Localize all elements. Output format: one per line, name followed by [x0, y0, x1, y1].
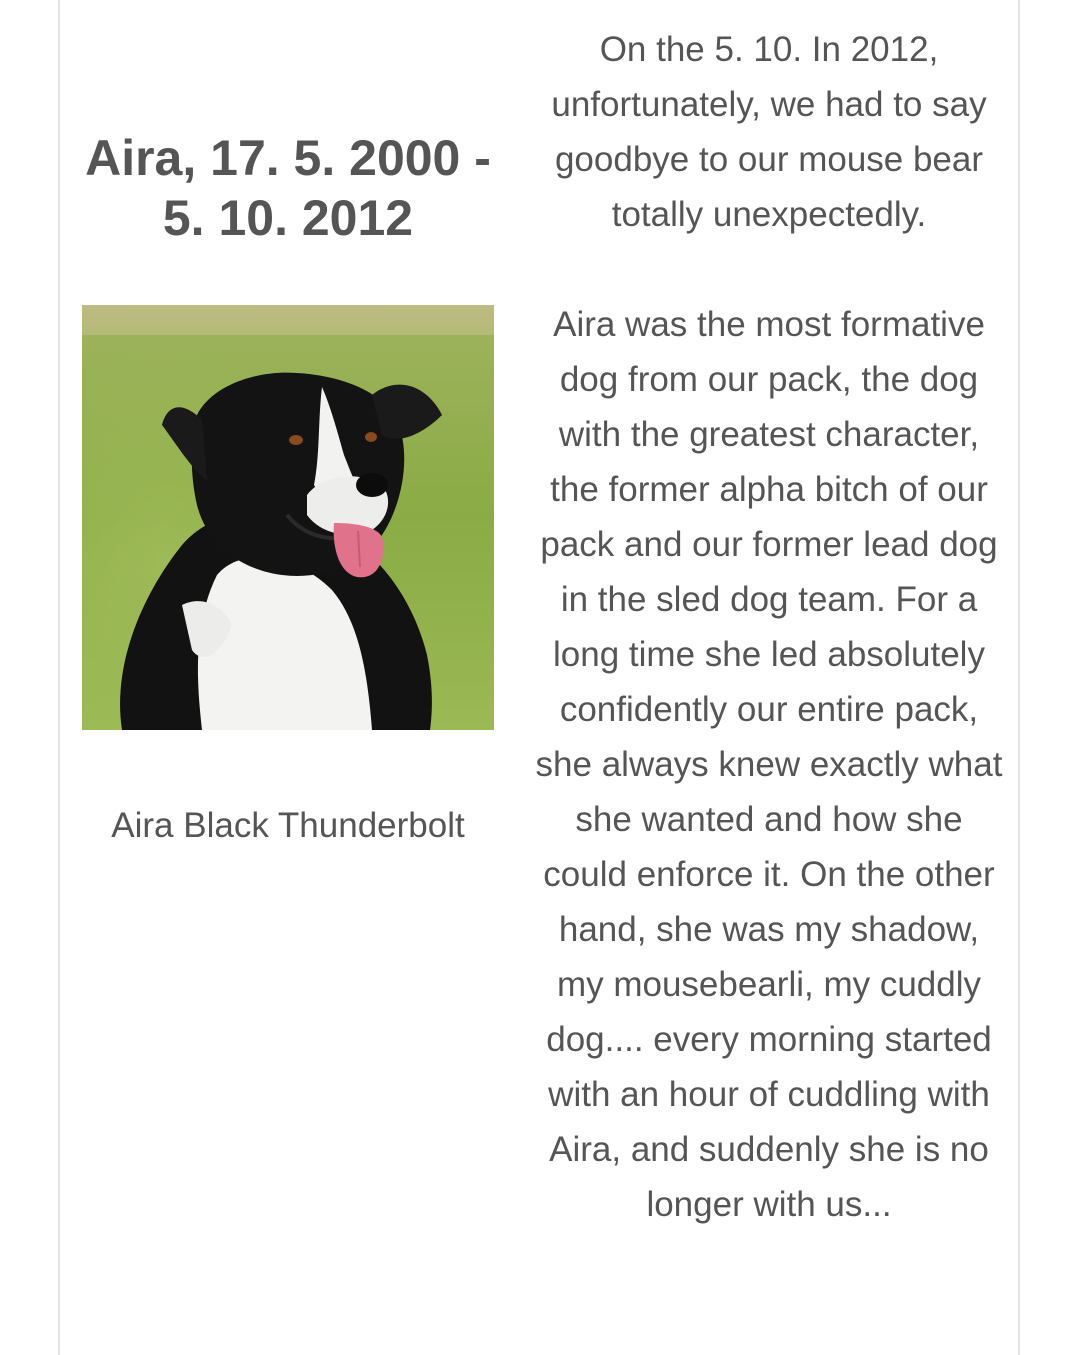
intro-paragraph: On the 5. 10. In 2012, unfortunately, we had to say goodbye to our mouse bear totally unexpectedly.: [551, 30, 987, 234]
memorial-title: Aira, 17. 5. 2000 - 5. 10. 2012: [85, 130, 491, 246]
dog-nose: [356, 473, 388, 497]
dog-eye-left: [289, 435, 303, 445]
dog-eye-right: [365, 432, 377, 442]
memorial-text-column: [532, 22, 1006, 1232]
dog-photo: [82, 305, 494, 730]
photo-caption: Aira Black Thunderbolt: [111, 806, 465, 845]
body-paragraph: Aira was the most formative dog from our pack, the dog with the greatest character, the former alpha bitch of our pack and our former lead dog in the sled dog team. For a long time she led absolutely confidently our entire pack, she always knew exactly what she wanted and how she could enforce it. On the other hand, she was my shadow, my mousebearli, my cuddly dog.... every morning started with an hour of cuddling with Aira, and suddenly she is no longer with us...: [535, 305, 1003, 1224]
